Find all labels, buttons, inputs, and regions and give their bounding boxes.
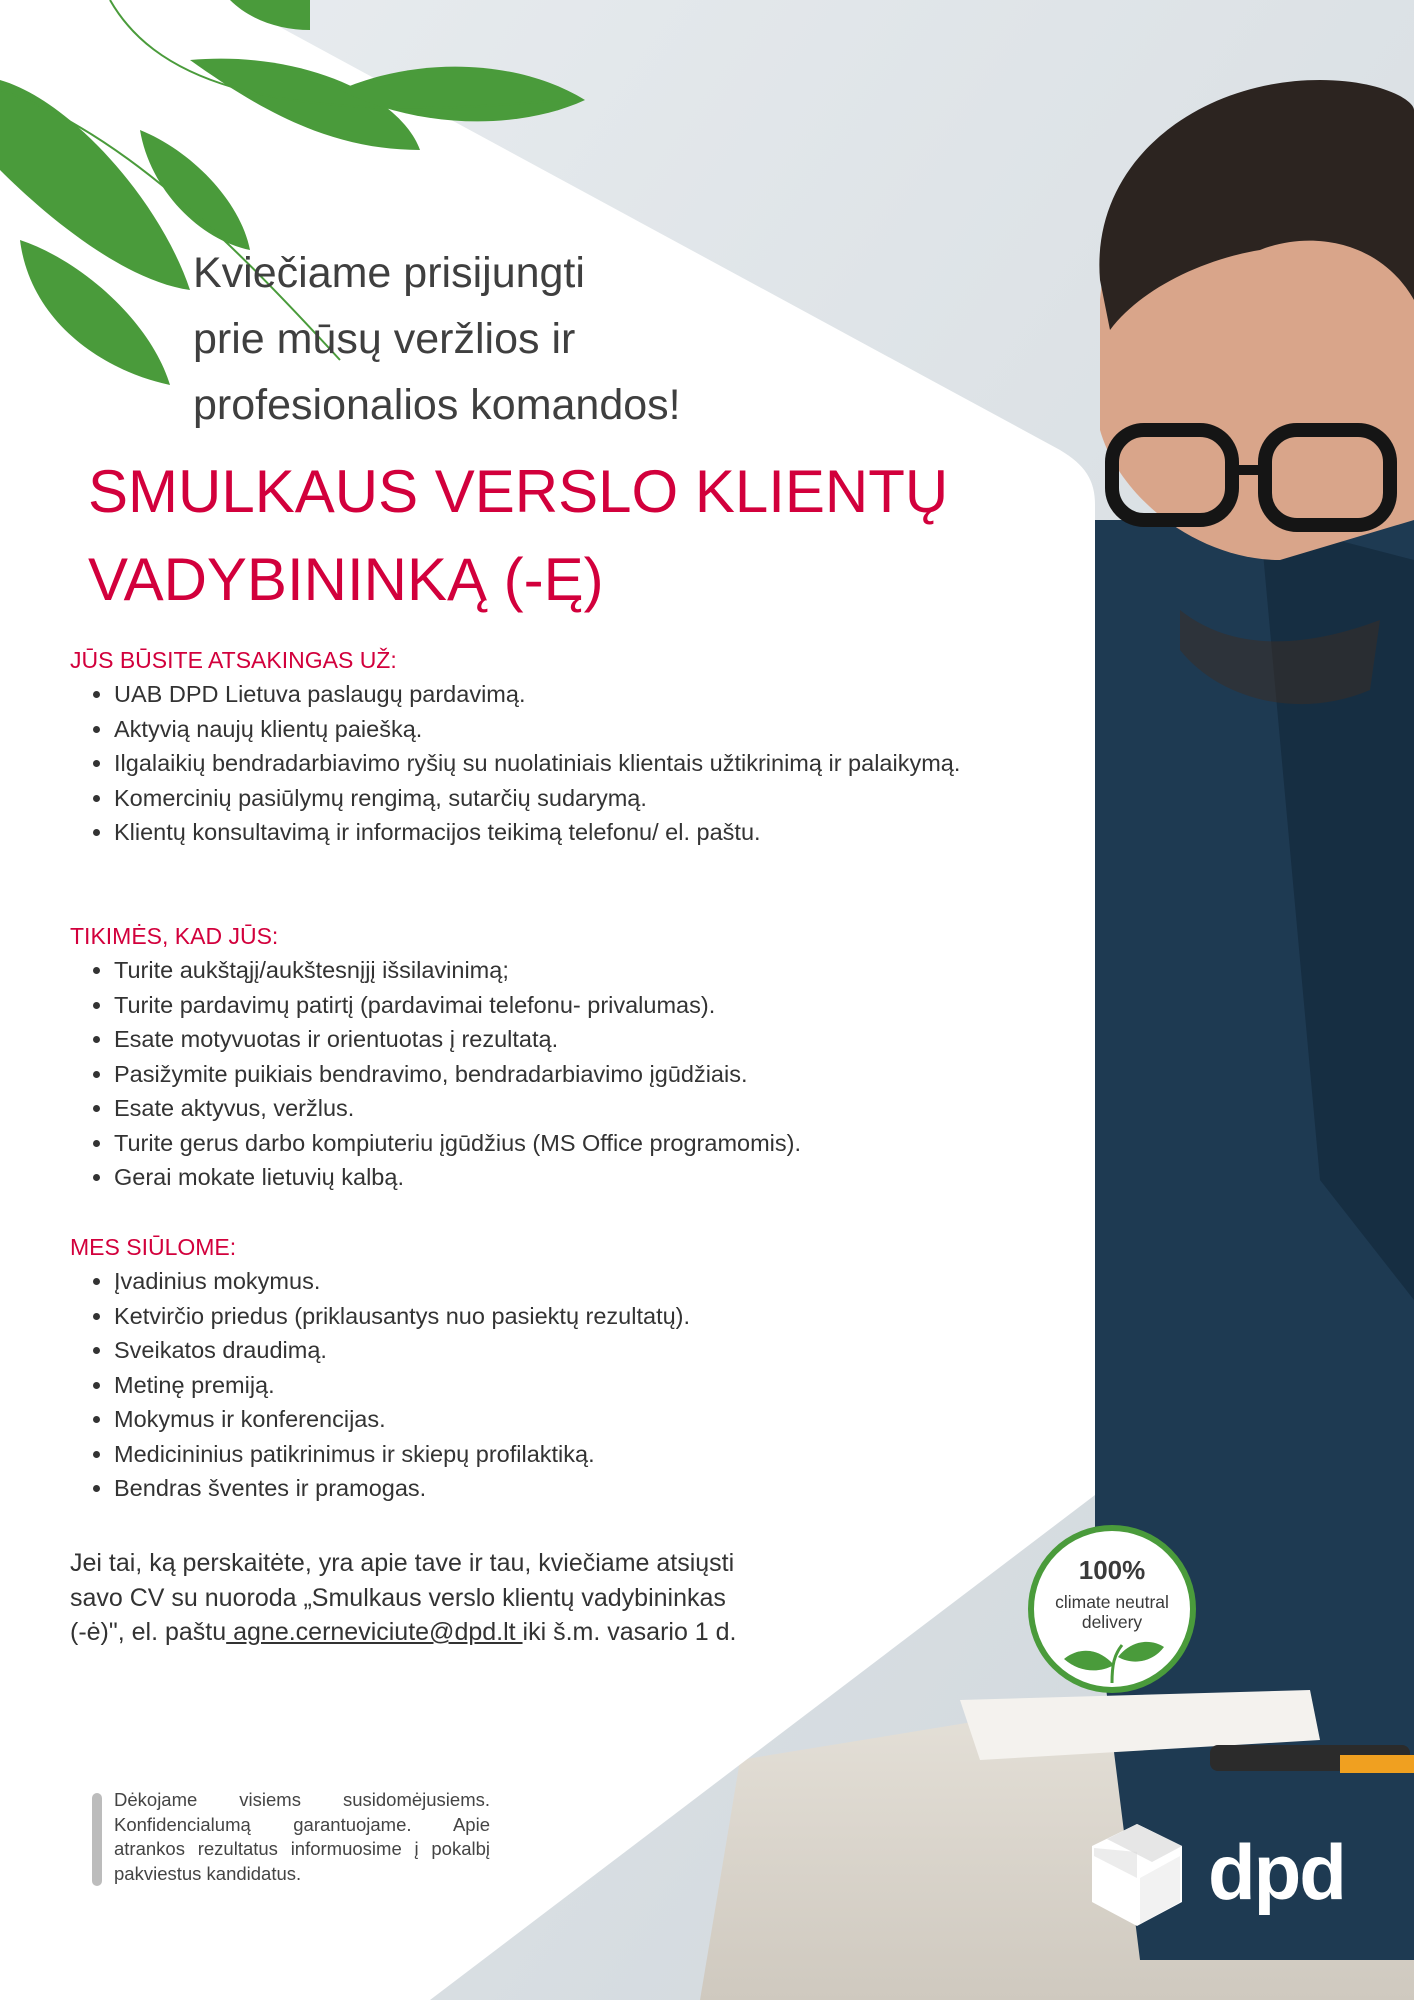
closing-line: Jei tai, ką perskaitėte, yra apie tave ir tau, kviečiame atsiųsti — [70, 1549, 735, 1577]
list-item: • Metinę premiją. — [114, 1368, 1020, 1403]
thanks-divider — [92, 1793, 102, 1886]
sprout-icon — [1056, 1635, 1168, 1685]
badge-caption — [1034, 1592, 1190, 1632]
closing-line: (-ė)", el. paštu — [70, 1618, 227, 1646]
intro-line: Kviečiame prisijungti — [193, 249, 585, 297]
section-heading: JŪS BŪSITE ATSAKINGAS UŽ: — [70, 647, 397, 673]
email-link[interactable]: agne.cerneviciute@dpd.lt — [226, 1618, 523, 1646]
offer-list — [70, 1264, 1020, 1506]
section-heading: MES SIŪLOME: — [70, 1234, 237, 1260]
badge-line: climate neutral — [1055, 1592, 1169, 1612]
intro-line: prie mūsų veržlios ir — [193, 315, 576, 363]
list-item: • Medicininius patikrinimus ir skiepų profilaktiką. — [114, 1437, 1020, 1472]
offer-section — [70, 1230, 1020, 1506]
list-item: • Turite pardavimų patirtį (pardavimai telefonu- privalumas). — [114, 988, 1020, 1023]
list-item: • UAB DPD Lietuva paslaugų pardavimą. — [114, 677, 1020, 712]
responsibilities-list — [70, 677, 1020, 850]
list-item: • Turite gerus darbo kompiuteriu įgūdžius (MS Office programomis). — [114, 1126, 1020, 1161]
dpd-logo — [1090, 1822, 1350, 1932]
list-item: • Komercinių pasiūlymų rengimą, sutarčių sudarymą. — [114, 781, 1020, 816]
list-item: • Ketvirčio priedus (priklausantys nuo pasiektų rezultatų). — [114, 1299, 1020, 1334]
list-item: • Gerai mokate lietuvių kalbą. — [114, 1160, 1020, 1195]
list-item: • Sveikatos draudimą. — [114, 1333, 1020, 1368]
list-item: • Įvadinius mokymus. — [114, 1264, 1020, 1299]
dpd-cube-icon — [1090, 1822, 1185, 1930]
requirements-list — [70, 953, 1020, 1195]
dpd-wordmark: dpd — [1208, 1828, 1345, 1916]
closing-line: savo CV su nuoroda „Smulkaus verslo klientų vadybininkas — [70, 1583, 726, 1612]
list-item: • Mokymus ir konferencijas. — [114, 1402, 1020, 1437]
section-heading: TIKIMĖS, KAD JŪS: — [70, 923, 279, 949]
deadline-text: iki š.m. vasario 1 d. — [522, 1618, 737, 1646]
list-item: • Esate aktyvus, veržlus. — [114, 1091, 1020, 1126]
list-item: • Bendras šventes ir pramogas. — [114, 1471, 1020, 1506]
list-item: • Turite aukštąjį/aukštesnįjį išsilavinimą; — [114, 953, 1020, 988]
responsibilities-section — [70, 643, 1020, 850]
closing-line-last — [70, 1615, 870, 1650]
list-item: • Esate motyvuotas ir orientuotas į rezultatą. — [114, 1022, 1020, 1057]
requirements-section — [70, 919, 1020, 1195]
application-instructions — [70, 1546, 870, 1650]
intro-text — [193, 240, 913, 438]
list-item: • Aktyvią naujų klientų paiešką. — [114, 712, 1020, 747]
job-title-line: VADYBININKĄ (-Ę) — [88, 546, 604, 613]
list-item: • Ilgalaikių bendradarbiavimo ryšių su nuolatiniais klientais užtikrinimą ir palaikymą. — [114, 746, 1020, 781]
list-item: • Klientų konsultavimą ir informacijos teikimą telefonu/ el. paštu. — [114, 815, 1020, 850]
intro-line: profesionalios komandos! — [193, 381, 681, 429]
thanks-note: Dėkojame visiems susidomėjusiems. Konfidencialumą garantuojame. Apie atrankos rezultatus informuosime į pokalbį pakviestus kandidatus. — [114, 1789, 490, 1884]
job-title-line: SMULKAUS VERSLO KLIENTŲ — [88, 458, 949, 525]
climate-neutral-badge — [1028, 1525, 1196, 1693]
badge-line: delivery — [1081, 1612, 1143, 1632]
badge-percent: 100% — [1078, 1555, 1146, 1585]
list-item: • Pasižymite puikiais bendravimo, bendradarbiavimo įgūdžiais. — [114, 1057, 1020, 1092]
job-title — [88, 448, 1048, 624]
